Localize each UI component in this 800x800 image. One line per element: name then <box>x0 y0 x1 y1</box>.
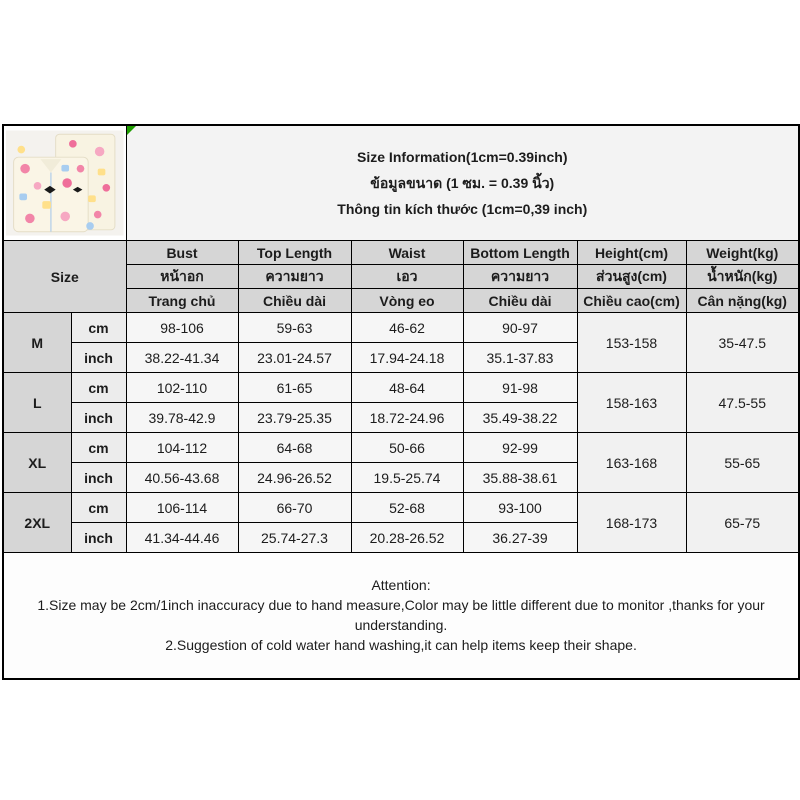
height-cell-l: 158-163 <box>577 373 686 433</box>
measurement-cell: 50-66 <box>351 433 463 463</box>
measurement-cell: 91-98 <box>463 373 577 403</box>
title-cell <box>126 125 799 241</box>
measurement-cell: 35.88-38.61 <box>463 463 577 493</box>
size-header-cell: Size <box>3 241 126 313</box>
attention-cell <box>3 553 799 679</box>
unit-label: cm <box>71 373 126 403</box>
weight-cell-m: 35-47.5 <box>686 313 799 373</box>
row-l-cm <box>3 373 799 403</box>
measurement-cell: 20.28-26.52 <box>351 523 463 553</box>
measurement-cell: 106-114 <box>126 493 238 523</box>
measurement-cell: 46-62 <box>351 313 463 343</box>
header-bottom-length-th: ความยาว <box>463 265 577 289</box>
header-weight-vi: Cân nặng(kg) <box>686 289 799 313</box>
header-top-length-th: ความยาว <box>238 265 351 289</box>
measurement-cell: 48-64 <box>351 373 463 403</box>
unit-label: inch <box>71 343 126 373</box>
height-cell-m: 153-158 <box>577 313 686 373</box>
size-label-m: M <box>3 313 71 373</box>
header-height-vi: Chiều cao(cm) <box>577 289 686 313</box>
measurement-cell: 40.56-43.68 <box>126 463 238 493</box>
measurement-cell: 25.74-27.3 <box>238 523 351 553</box>
measurement-cell: 17.94-24.18 <box>351 343 463 373</box>
header-bust-en: Bust <box>126 241 238 265</box>
row-2xl-cm <box>3 493 799 523</box>
height-cell-2xl: 168-173 <box>577 493 686 553</box>
size-label-xl: XL <box>3 433 71 493</box>
header-height-th: ส่วนสูง(cm) <box>577 265 686 289</box>
measurement-cell: 92-99 <box>463 433 577 463</box>
attention-note-2: 2.Suggestion of cold water hand washing,it can help items keep their shape. <box>165 637 637 654</box>
header-waist-th: เอว <box>351 265 463 289</box>
header-row-english <box>3 241 799 265</box>
header-weight-th: น้ำหนัก(kg) <box>686 265 799 289</box>
measurement-cell: 35.1-37.83 <box>463 343 577 373</box>
weight-cell-xl: 55-65 <box>686 433 799 493</box>
measurement-cell: 35.49-38.22 <box>463 403 577 433</box>
measurement-cell: 23.01-24.57 <box>238 343 351 373</box>
header-top-length-vi: Chiều dài <box>238 289 351 313</box>
size-table <box>2 124 800 680</box>
header-bust-vi: Trang chủ <box>126 289 238 313</box>
product-photo-illustration <box>6 128 124 238</box>
unit-label: cm <box>71 313 126 343</box>
header-weight-en: Weight(kg) <box>686 241 799 265</box>
measurement-cell: 66-70 <box>238 493 351 523</box>
measurement-cell: 24.96-26.52 <box>238 463 351 493</box>
measurement-cell: 39.78-42.9 <box>126 403 238 433</box>
title-english: Size Information(1cm=0.39inch) <box>357 149 568 165</box>
header-top-length-en: Top Length <box>238 241 351 265</box>
unit-label: inch <box>71 463 126 493</box>
title-thai: ข้อมูลขนาด (1 ซม. = 0.39 นิ้ว) <box>370 175 555 191</box>
measurement-cell: 61-65 <box>238 373 351 403</box>
title-vietnamese: Thông tin kích thước (1cm=0,39 inch) <box>337 201 588 217</box>
measurement-cell: 23.79-25.35 <box>238 403 351 433</box>
unit-label: inch <box>71 403 126 433</box>
measurement-cell: 36.27-39 <box>463 523 577 553</box>
cell-comment-marker <box>127 126 136 135</box>
size-label-l: L <box>3 373 71 433</box>
header-bottom-length-en: Bottom Length <box>463 241 577 265</box>
title-row <box>3 125 799 241</box>
measurement-cell: 18.72-24.96 <box>351 403 463 433</box>
unit-label: cm <box>71 433 126 463</box>
size-chart-sheet <box>2 124 798 680</box>
unit-label: cm <box>71 493 126 523</box>
measurement-cell: 93-100 <box>463 493 577 523</box>
attention-note-1: 1.Size may be 2cm/1inch inaccuracy due to hand measure,Color may be little different due to monitor ,thanks for your understanding. <box>37 597 765 634</box>
header-waist-en: Waist <box>351 241 463 265</box>
measurement-cell: 64-68 <box>238 433 351 463</box>
measurement-cell: 59-63 <box>238 313 351 343</box>
row-m-cm <box>3 313 799 343</box>
measurement-cell: 90-97 <box>463 313 577 343</box>
height-cell-xl: 163-168 <box>577 433 686 493</box>
unit-label: inch <box>71 523 126 553</box>
row-xl-cm <box>3 433 799 463</box>
weight-cell-l: 47.5-55 <box>686 373 799 433</box>
measurement-cell: 104-112 <box>126 433 238 463</box>
header-bottom-length-vi: Chiều dài <box>463 289 577 313</box>
measurement-cell: 41.34-44.46 <box>126 523 238 553</box>
product-photo <box>3 125 126 241</box>
header-bust-th: หน้าอก <box>126 265 238 289</box>
measurement-cell: 19.5-25.74 <box>351 463 463 493</box>
header-height-en: Height(cm) <box>577 241 686 265</box>
measurement-cell: 98-106 <box>126 313 238 343</box>
attention-row <box>3 553 799 679</box>
size-label-2xl: 2XL <box>3 493 71 553</box>
header-waist-vi: Vòng eo <box>351 289 463 313</box>
attention-heading: Attention: <box>371 577 431 594</box>
measurement-cell: 38.22-41.34 <box>126 343 238 373</box>
weight-cell-2xl: 65-75 <box>686 493 799 553</box>
measurement-cell: 52-68 <box>351 493 463 523</box>
measurement-cell: 102-110 <box>126 373 238 403</box>
